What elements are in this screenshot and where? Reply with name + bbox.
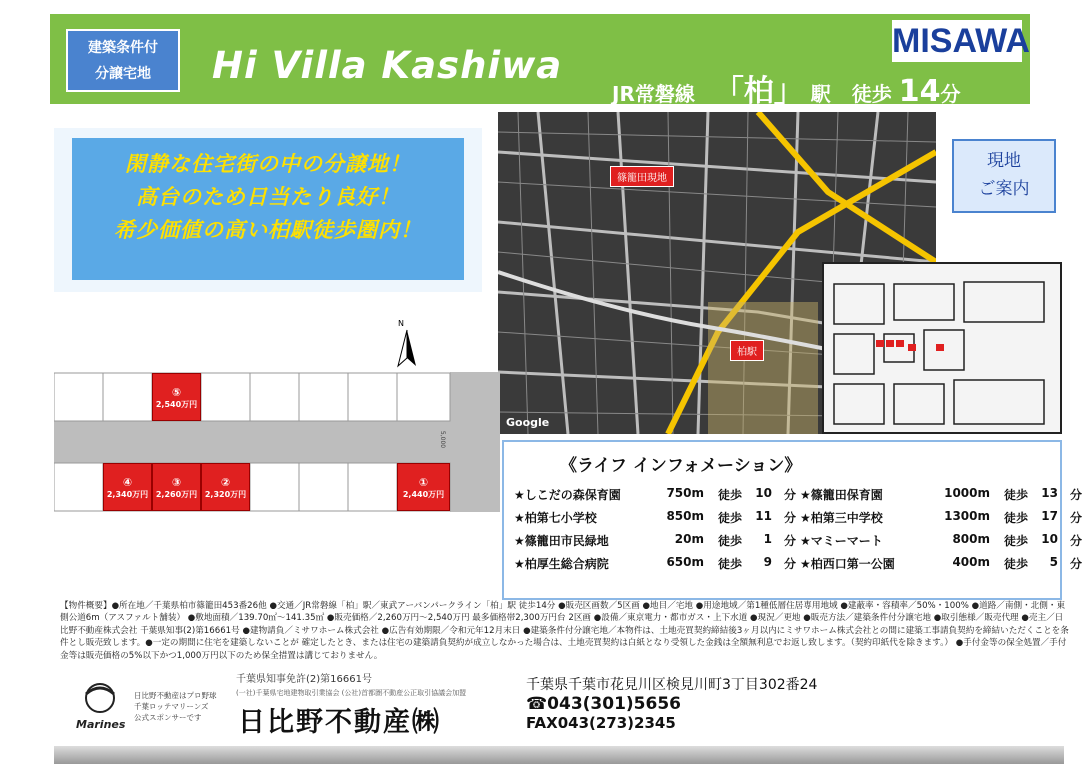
life-info-name: ★柏第七小学校 [514,511,597,525]
life-info-name: ★柏第三中学校 [800,511,883,525]
site-guide-box [952,139,1056,213]
walk-unit: 分 [940,82,961,106]
life-info-name: ★柏西口第一公園 [800,557,895,571]
sponsor-line: 公式スポンサーです [134,713,202,722]
life-info-name: ★篠籠田保育園 [800,488,883,502]
life-info-min: 17 [1041,509,1058,523]
life-info-dist: 1000m [944,486,990,500]
life-info-item [514,509,796,526]
footer [54,660,1064,760]
property-notes: 【物件概要】●所在地／千葉県柏市篠籠田453番26他 ●交通／JR常磐線「柏」駅／東武アーバンパークライン「柏」駅 徒歩14分 ●販売区画数／5区画 ●地目／宅地 ●用途地域／第1種低層住居専用地域 ●建蔽率・容積率／50%・100% ●道路／南側・北側・東側公道6m（アスファルト舗装） ●敷地面積／139.70㎡～141.35㎡ ●販売価格／2,260万円～2,540万円 最多価格帯2,300万円台 2区画 ●設備／東京電力・都市ガス・上下水道 ●現況／更地 ●販売方法／建築条件付分譲宅地 ●取引態様／販売代理 ●売主／日比野不動産株式会社 千葉県知事(2)第16661号 ●建物請負／ミサワホーム株式会社 ●広告有効期限／令和元年12月末日 ●建築条件付分譲宅地／本物件は、土地売買契約締結後3ヶ月以内にミサワホーム株式会社との間に建築工事請負契約を締結いただくことを条件とし販売致します。●一定の期間に住宅を建築しないことが 確定したとき、または住宅の建築請負契約が成立しなかった場合は、土地売買契約は白紙となり受領した金銭は全額無利息でお返し致します。（契約印紙代を除きます。） ●手付金等の保全処置／手付金等は販売価格の5%以下かつ1,000万円以下のため保全措置は講じておりません。 [60,601,1069,661]
lot-price: 2,440万円 [402,490,445,499]
life-info-dist: 1300m [944,509,990,523]
footer-bar [54,746,1064,764]
station-name: 「柏」 [713,74,804,109]
catch-line: 閑静な住宅街の中の分譲地！ [125,152,411,176]
walk-minutes: 14 [898,74,941,109]
company-address: 千葉県千葉市花見川区検見川町3丁目302番24 [526,677,818,693]
lot-plan [54,372,500,512]
sponsor-note [134,690,217,723]
station-marker: 柏駅 [730,340,764,361]
lot-number: ④ [122,476,133,489]
life-info-walk: 徒歩 [717,557,742,571]
lot-price: 2,320万円 [204,490,247,499]
life-info-unit: 分 [1069,557,1082,571]
lot-number: ① [418,476,429,489]
license-number: 千葉県知事免許(2)第16661号 [236,674,372,685]
lot-number: ⑤ [171,386,182,399]
catch-line: 高台のため日当たり良好！ [136,185,400,209]
life-info-unit: 分 [1069,511,1082,525]
life-info-min: 9 [763,555,772,569]
catch-line: 希少価値の高い柏駅徒歩圏内！ [114,218,422,242]
life-info-walk: 徒歩 [717,534,742,548]
sponsor-line: 日比野不動産はプロ野球 [134,691,217,700]
life-info-min: 11 [755,509,772,523]
life-info-name: ★マミーマート [800,534,883,548]
detail-map-graphic [824,264,1060,432]
station-access [612,66,960,110]
lot-5[interactable] [397,463,450,511]
life-info-walk: 徒歩 [1003,488,1028,502]
guide-line: ご案内 [978,179,1030,199]
google-logo: Google [506,416,550,429]
detail-map[interactable] [822,262,1062,434]
marines-logo-icon [72,676,128,732]
life-info-item [514,486,796,503]
life-info-item [800,486,1082,503]
marines-logo-text: Marines [76,718,126,731]
life-info-min: 5 [1049,555,1058,569]
life-info-name: ★篠籠田市民緑地 [514,534,609,548]
life-info-dist: 850m [666,509,704,523]
svg-text:N: N [398,319,404,328]
life-info-min: 10 [1041,532,1058,546]
guide-line: 現地 [987,151,1021,171]
site-marker: 篠籠田現地 [610,166,674,187]
life-info-unit: 分 [783,557,796,571]
north-arrow-icon [396,318,418,372]
lot-4[interactable] [201,463,250,511]
life-info-name: ★しこだの森保育園 [514,488,621,502]
property-type-tag [66,29,180,92]
property-title: Hi Villa Kashiwa [212,44,563,87]
life-info-min: 1 [763,532,772,546]
life-info-unit: 分 [1069,534,1082,548]
life-info-min: 13 [1041,486,1058,500]
catch-copy-panel [54,128,482,292]
life-info-dist: 20m [674,532,704,546]
life-info-item [800,532,1082,549]
lot-3[interactable] [152,463,201,511]
life-info-unit: 分 [783,511,796,525]
life-info-unit: 分 [1069,488,1082,502]
station-eki: 駅 [810,82,831,106]
railway-line: JR常磐線 [612,82,695,106]
life-info-dist: 400m [952,555,990,569]
life-info-dist: 800m [952,532,990,546]
phone-number[interactable]: ☎043(301)5656 [526,694,682,714]
life-info-walk: 徒歩 [1003,534,1028,548]
tag-line: 建築条件付 [88,40,158,56]
life-info-name: ★柏厚生総合病院 [514,557,609,571]
life-info-walk: 徒歩 [1003,557,1028,571]
life-info-walk: 徒歩 [1003,511,1028,525]
tag-line: 分譲宅地 [95,66,151,82]
sponsor-line: 千葉ロッテマリーンズ [134,702,209,711]
life-info-item [800,555,1082,572]
lot-2[interactable] [103,463,152,511]
catch-copy [72,138,464,280]
lot-1[interactable] [152,373,201,421]
lot-price: 2,260万円 [155,490,198,499]
life-info-item [514,555,796,572]
lot-price: 2,340万円 [106,490,149,499]
life-info-title: 《ライフ インフォメーション》 [560,456,802,476]
walk-label: 徒歩 [851,82,892,106]
life-info-item [800,509,1082,526]
misawa-logo: MISAWA [892,22,1030,60]
association: (一社)千葉県宅地建物取引業協会 (公社)首都圏不動産公正取引協議会加盟 [236,689,467,697]
life-info-dist: 750m [666,486,704,500]
life-info-item [514,532,796,549]
life-info-dist: 650m [666,555,704,569]
lot-price: 2,540万円 [155,400,198,409]
life-info-walk: 徒歩 [717,511,742,525]
life-info-min: 10 [755,486,772,500]
lot-number: ② [220,476,231,489]
life-info-unit: 分 [783,534,796,548]
lot-number: ③ [171,476,182,489]
company-name: 日比野不動産㈱ [238,707,441,738]
road-width-label: 5,000 [439,430,447,449]
life-info-walk: 徒歩 [717,488,742,502]
life-info-unit: 分 [783,488,796,502]
fax-number: FAX043(273)2345 [526,714,676,732]
